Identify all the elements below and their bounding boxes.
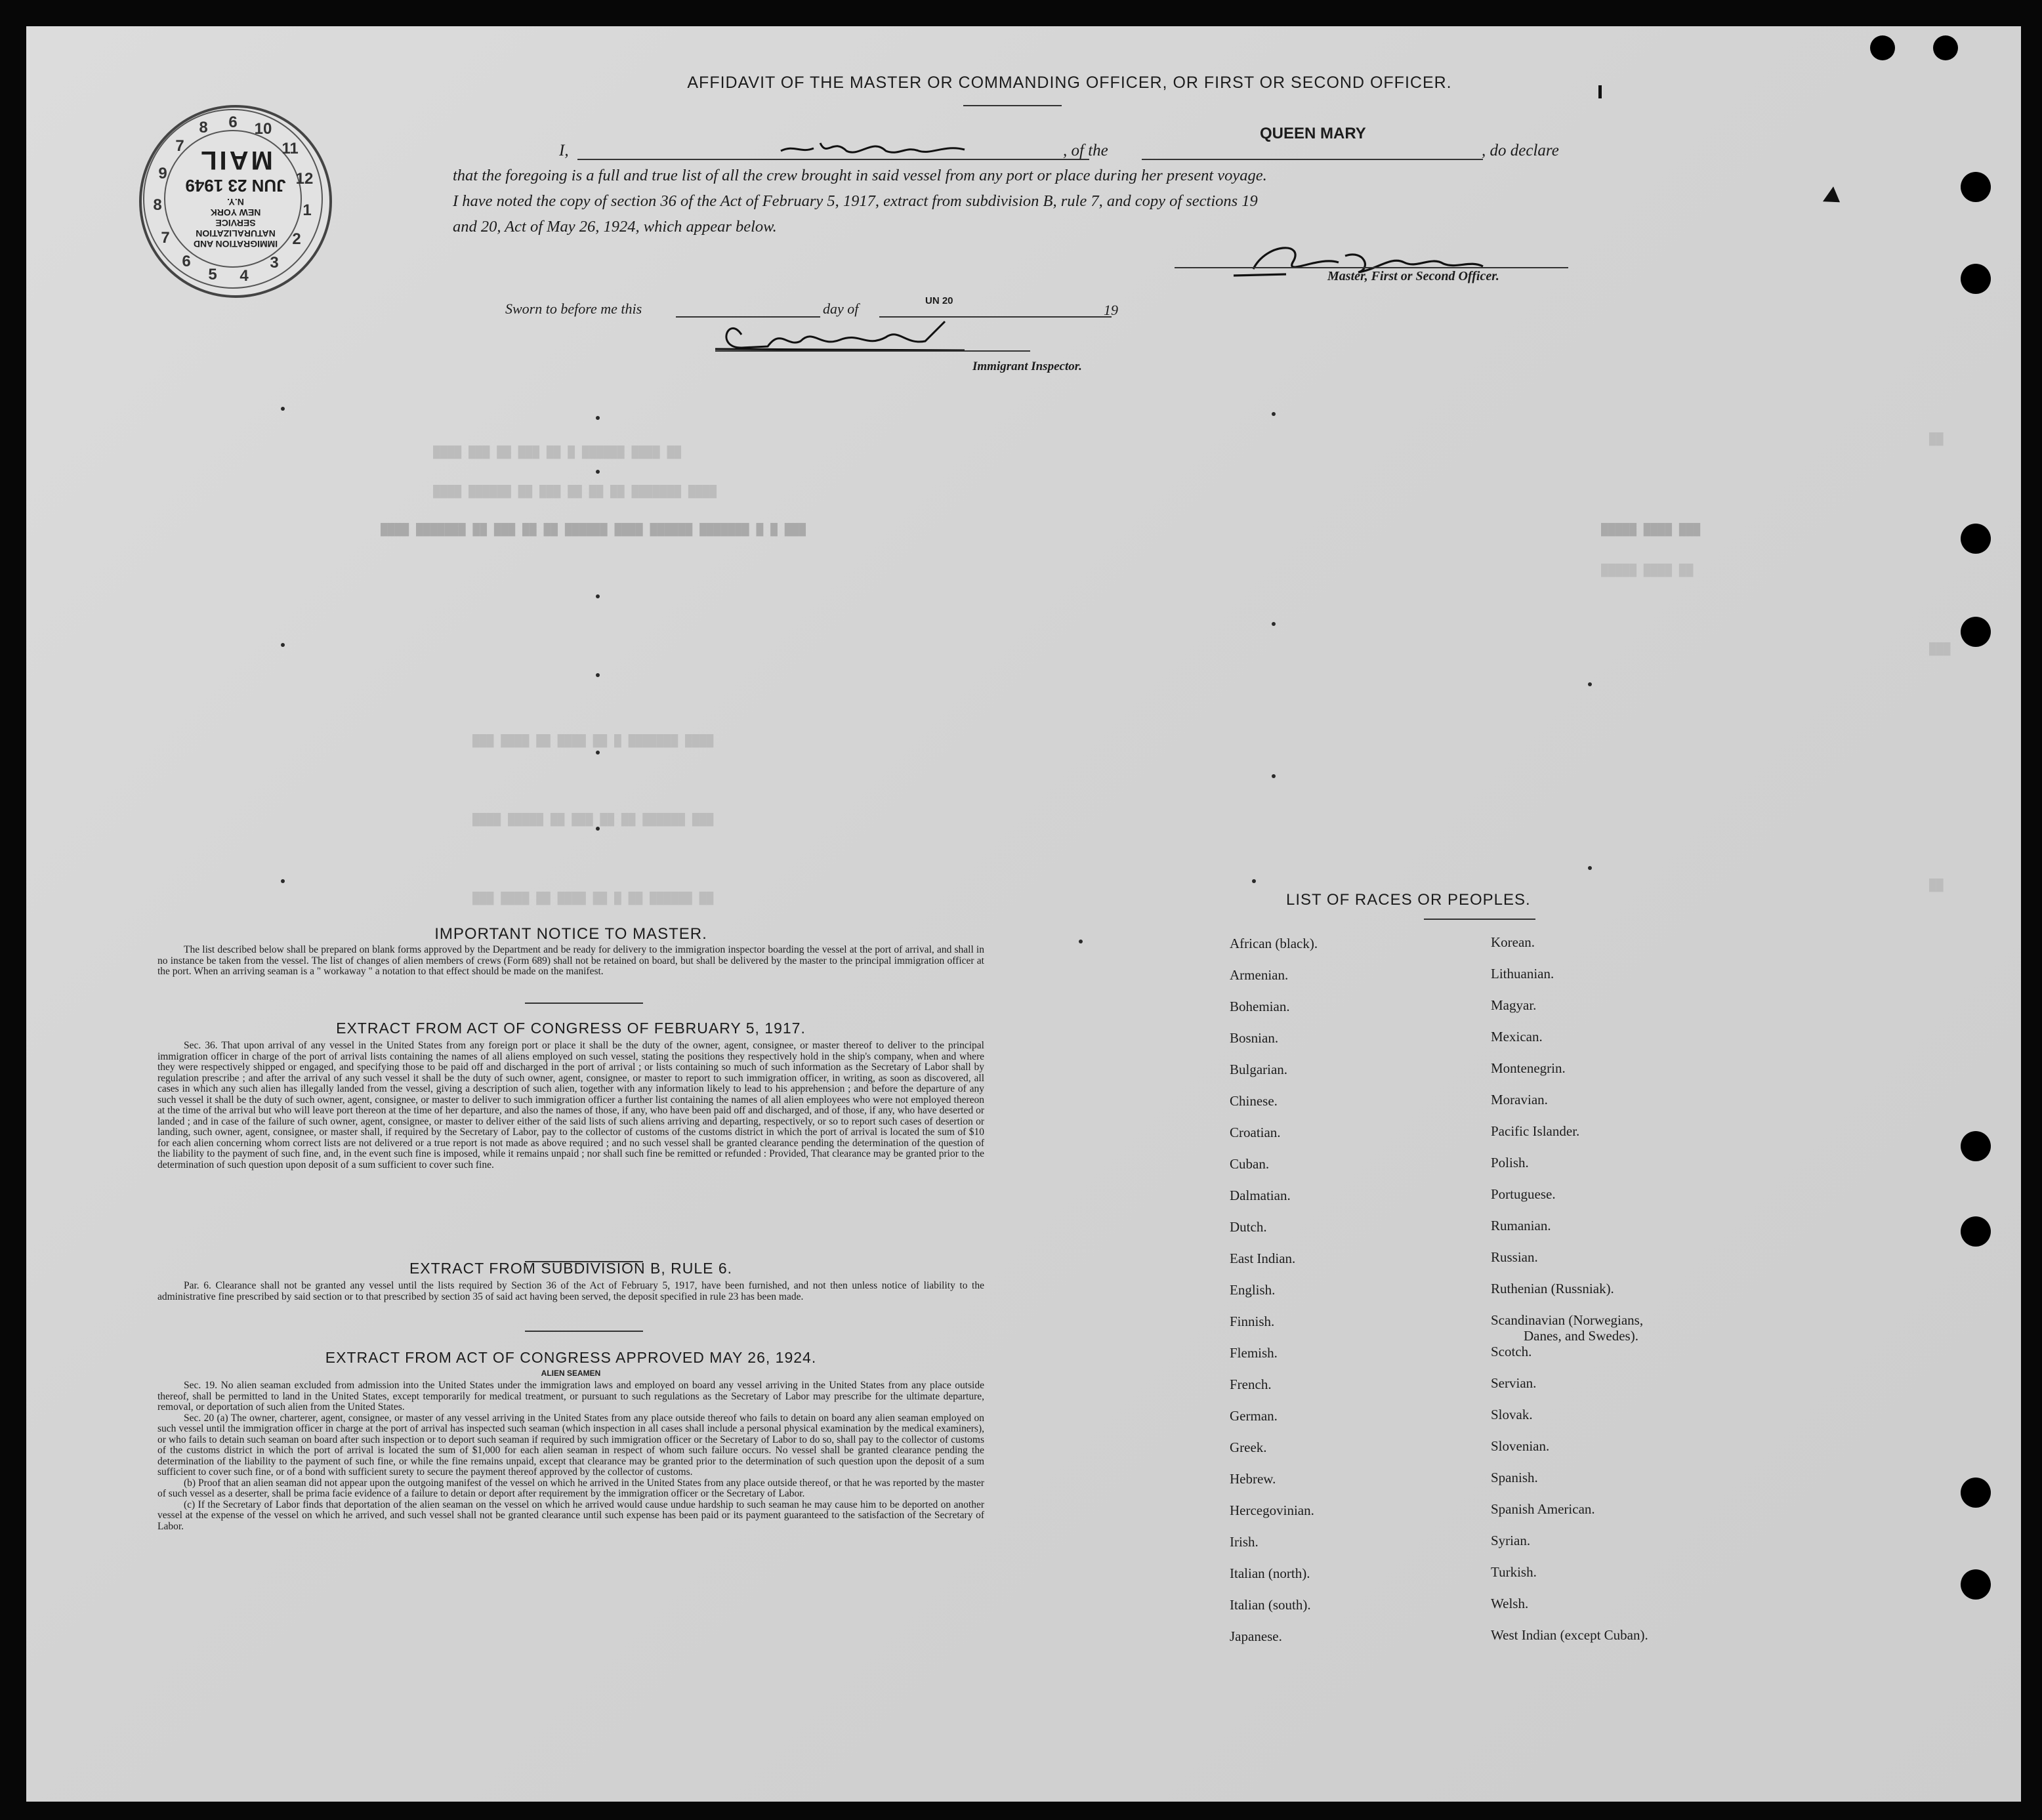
race-item: Cuban.	[1230, 1156, 1270, 1172]
race-item: Flemish.	[1230, 1345, 1278, 1361]
races-right-column	[1491, 934, 1766, 1659]
bleed-through-text: ████ █████ ██ ███ ██ ██ ██████ ███	[472, 814, 714, 827]
race-item: French.	[1230, 1376, 1272, 1392]
race-item: Portuguese.	[1491, 1186, 1556, 1202]
race-item: Irish.	[1230, 1534, 1259, 1550]
stamp-line: N.Y.	[227, 197, 244, 207]
dot-mark	[596, 594, 600, 598]
svg-text:1: 1	[302, 201, 312, 219]
punch-hole	[1870, 35, 1895, 60]
bleed-through-text: ███ ████ ██ ████ ██ █ ███████ ████	[472, 735, 714, 748]
race-item: Welsh.	[1491, 1596, 1529, 1611]
dot-mark	[1272, 622, 1276, 626]
bleed-through-text: ████ ███ ██ ███ ██ █ ██████ ████ ██	[433, 446, 682, 459]
notice-text: The list described below shall be prepared on blank forms approved by the Department and be ready for delivery to the immigration inspector boarding the vessel at the port of arrival, and shall in no instance be taken from the vessel. The list of changes of alien members of crews (Form 689) shall not be retained on board, but shall be delivered by the master to the principal immigration officer at the port. When an arriving seaman is a " workaway " a notation to that effect should be made on the manifest.	[157, 944, 984, 977]
races-left-column	[1230, 936, 1466, 1660]
punch-hole	[1961, 264, 1991, 294]
affidavit-of-the: , of the	[1063, 142, 1108, 159]
race-item: German.	[1230, 1408, 1278, 1424]
race-item: Spanish.	[1491, 1470, 1538, 1485]
svg-text:12: 12	[295, 170, 314, 188]
race-item: Pacific Islander.	[1491, 1123, 1580, 1139]
race-item: Bosnian.	[1230, 1030, 1279, 1046]
master-handwritten-name	[774, 131, 971, 164]
dot-mark	[1588, 682, 1592, 686]
race-item: African (black).	[1230, 936, 1318, 951]
master-caption: Master, First or Second Officer.	[1327, 269, 1499, 283]
sec20c-text: (c) If the Secretary of Labor finds that deportation of the alien seaman on the vessel on which he arrived would cause undue hardship to such seaman he may cause him to be deported on another vessel at the expense of the vessel on which he arrived, and such vessel shall not be granted clearance until such expense has been paid or its payment guaranteed to the satisfaction of the Secretary of Labor.	[157, 1499, 984, 1532]
dot-mark	[596, 827, 600, 831]
race-item: Syrian.	[1491, 1533, 1531, 1548]
svg-text:7: 7	[161, 229, 170, 247]
race-item: Mexican.	[1491, 1029, 1543, 1044]
race-item: Slovak.	[1491, 1407, 1533, 1422]
dot-mark	[281, 407, 285, 411]
races-rule	[1424, 919, 1535, 920]
year-label: 19	[1104, 302, 1118, 318]
race-item: Bohemian.	[1230, 999, 1290, 1014]
stamp-mail: MAIL	[198, 146, 273, 175]
race-item: Japanese.	[1230, 1628, 1282, 1644]
race-item: Servian.	[1491, 1375, 1537, 1391]
dot-mark	[1272, 774, 1276, 778]
punch-hole	[1961, 1131, 1991, 1161]
section-rule	[525, 1003, 643, 1004]
affidavit-i: I,	[559, 142, 569, 159]
race-item: Turkish.	[1491, 1564, 1537, 1580]
race-item: Lithuanian.	[1491, 966, 1554, 982]
inspector-signature	[709, 308, 971, 361]
sec19-text: Sec. 19. No alien seaman excluded from admission into the United States under the immigration laws and employed on board any vessel arriving in the United States from any place outside thereof, shall be permitted to land in the United States, except temporarily for medical treatment, or pursuant to such regulations as the Secretary of Labor may prescribe for the ultimate departure, removal, or deportation of such alien from the United States.	[157, 1380, 984, 1413]
race-item: Chinese.	[1230, 1093, 1278, 1109]
race-item: Moravian.	[1491, 1092, 1548, 1107]
race-item: Danes, and Swedes).	[1524, 1328, 1638, 1344]
dot-mark	[596, 470, 600, 474]
punch-hole	[1961, 524, 1991, 554]
bleed-through-text: ███	[1929, 643, 1951, 656]
svg-text:4: 4	[240, 267, 249, 285]
svg-text:11: 11	[281, 140, 299, 157]
svg-text:3: 3	[270, 254, 279, 272]
svg-text:10: 10	[254, 120, 272, 138]
race-item: Hercegovinian.	[1230, 1502, 1314, 1518]
stamp-line: NEW YORK	[210, 207, 261, 218]
dot-mark	[1252, 879, 1256, 883]
affidavit-line2: that the foregoing is a full and true list of all the crew brought in said vessel from any port or place during her present voyage.	[453, 167, 1267, 184]
svg-text:7: 7	[175, 137, 184, 155]
dot-mark	[1588, 866, 1592, 870]
race-item: Finnish.	[1230, 1313, 1275, 1329]
punch-hole	[1961, 1569, 1991, 1600]
sworn-label: Sworn to before me this	[505, 300, 642, 317]
dot-mark	[596, 416, 600, 420]
punch-hole	[1961, 1216, 1991, 1247]
notice-heading: IMPORTANT NOTICE TO MASTER.	[434, 925, 707, 943]
race-item: Hebrew.	[1230, 1471, 1276, 1487]
race-item: Croatian.	[1230, 1125, 1281, 1140]
extract3-subheading: ALIEN SEAMEN	[541, 1369, 601, 1378]
svg-text:6: 6	[182, 253, 191, 270]
inspector-caption: Immigrant Inspector.	[972, 360, 1082, 373]
bleed-through-text: ████ ██████ ██ ███ ██ ██ ██ ███████ ████	[433, 486, 717, 499]
svg-text:8: 8	[199, 119, 208, 136]
stamp-line: SERVICE	[215, 218, 256, 228]
punch-hole	[1961, 1478, 1991, 1508]
extract1-text: Sec. 36. That upon arrival of any vessel in the United States from any foreign port or place it shall be the duty of the owner, agent, consignee, or master thereof to deliver to the principal immigration officer in charge of the port of arrival lists containing the names of all aliens employed on such vessel, stating the positions they respectively hold in the ship's company, when and where they were respectively shipped or engaged, and specifying those to be paid off and discharged in the port of arrival ; or lists containing so much of such information as the Secretary of Labor shall by regulation prescribe ; and after the arrival of any such vessel it shall be the duty of such owner, agent, consignee, or master to report to such immigration officer, in writing, as soon as discovered, all cases in which any such alien has illegally landed from the vessel, giving a description of such alien, together with any information likely to lead to his apprehension ; and before the departure of any such vessel it shall be the duty of such owner, agent, consignee, or master to deliver to such immigration officer a further list containing the names of all alien employees who were not employed thereon at the time of the arrival but who will leave port thereon at the time of her departure, and also the names of those, if any, who have been paid off and discharged, and of those, if any, who have deserted or landed ; and in case of the failure of such owner, agent, consignee, or master to deliver either of the said lists of such aliens arriving and departing, respectively, or so to report such cases of desertion or landing, such owner, agent, consignee, or master shall, if required by the Secretary of Labor, pay to the collector of customs of the customs district in which the port of arrival is located the sum of $10 for each alien concerning whom correct lists are not delivered or a true report is not made as above required ; and no such vessel shall be granted clearance pending the determination of the question of the liability to the payment of such fine, and, in the event such fine is imposed, while it remains unpaid ; nor shall such fine be remitted or refunded : Provided, That clearance may be granted prior to the determination of such question upon deposit of a sum sufficient to cover such fine.	[157, 1040, 984, 1170]
race-item: Italian (north).	[1230, 1565, 1310, 1581]
mail-stamp	[139, 105, 332, 298]
signature-line	[1175, 267, 1568, 268]
dot-mark	[596, 673, 600, 677]
triangle-mark	[1823, 186, 1845, 210]
affidavit-line4: and 20, Act of May 26, 1924, which appear below.	[453, 218, 777, 236]
stamp-date: JUN 23 1949	[185, 176, 286, 196]
punch-hole	[1961, 617, 1991, 647]
sec20b-text: (b) Proof that an alien seaman did not appear upon the outgoing manifest of the vessel on which he arrived in the United States from any place outside thereof, or that he was reported by the master of such vessel as a deserter, shall be prima facie evidence of a failure to detain or deport after requirement by the immigration officer or the Secretary of Labor.	[157, 1477, 984, 1499]
svg-text:6: 6	[228, 114, 238, 131]
extract3-body	[157, 1380, 984, 1532]
document-page	[26, 26, 2021, 1802]
race-item: Dutch.	[1230, 1219, 1267, 1235]
race-item: Ruthenian (Russniak).	[1491, 1281, 1614, 1296]
affidavit-do-declare: , do declare	[1482, 142, 1559, 159]
race-item: West Indian (except Cuban).	[1491, 1627, 1648, 1643]
stamp-line: NATURALIZATION	[196, 228, 276, 239]
day-of-label: day of	[823, 300, 859, 317]
race-item: Greek.	[1230, 1439, 1267, 1455]
inspector-line	[715, 350, 1030, 352]
svg-text:5: 5	[208, 266, 217, 283]
vessel-name: QUEEN MARY	[1260, 125, 1366, 142]
vessel-blank	[1142, 159, 1483, 160]
extract3-heading: EXTRACT FROM ACT OF CONGRESS APPROVED MAY 26, 1924.	[325, 1349, 817, 1366]
dot-mark	[1079, 940, 1083, 943]
bleed-through-text: ██	[1929, 879, 1944, 892]
bleed-through-text: █████ ████ ███	[1601, 524, 1701, 537]
race-item: Spanish American.	[1491, 1501, 1595, 1517]
affidavit-line3: I have noted the copy of section 36 of the Act of February 5, 1917, extract from subdivision B, rule 7, and copy of sections 19	[453, 192, 1258, 210]
race-item: Magyar.	[1491, 997, 1537, 1013]
race-item: Bulgarian.	[1230, 1062, 1288, 1077]
race-item: Slovenian.	[1491, 1438, 1550, 1454]
race-item: Italian (south).	[1230, 1597, 1311, 1613]
bleed-through-text: █████ ████ ██	[1601, 564, 1694, 577]
date-stamp: UN 20	[925, 295, 953, 306]
dot-mark	[281, 879, 285, 883]
punch-hole	[1933, 35, 1958, 60]
race-item: Scotch.	[1491, 1344, 1532, 1359]
race-item: Russian.	[1491, 1249, 1538, 1265]
punch-hole	[1961, 172, 1991, 202]
dot-mark	[281, 643, 285, 647]
stamp-line: IMMIGRATION AND	[193, 239, 278, 249]
race-item: Scandinavian (Norwegians,	[1491, 1312, 1644, 1328]
race-item: Dalmatian.	[1230, 1188, 1291, 1203]
bleed-through-text: ███ ████ ██ ████ ██ █ ██ ██████ ██	[472, 892, 714, 905]
race-item: Armenian.	[1230, 967, 1289, 983]
race-item: Montenegrin.	[1491, 1060, 1566, 1076]
heading-rule	[963, 105, 1062, 106]
extract1-heading: EXTRACT FROM ACT OF CONGRESS OF FEBRUARY 5, 1917.	[336, 1020, 806, 1037]
svg-text:2: 2	[292, 230, 301, 248]
sec20a-text: Sec. 20 (a) The owner, charterer, agent, consignee, or master of any vessel arriving in the United States from any place outside thereof who fails to detain on board any alien seaman employed on such vessel until the immigration officer in charge at the port of arrival has inspected such seaman (which inspection in all cases shall include a personal physical examination by the medical examiners), or who fails to detain such seaman on board after such inspection or to deport such seaman if required by such immigration officer or the Secretary of Labor to do so, shall pay to the collector of customs of the customs district in which the port of arrival is located the sum of $1,000 for each alien seaman in respect of whom such failure occurs. No vessel shall be granted clearance pending the determination of the liability to the payment of such fine, or while the fine remains unpaid, except that clearance may be granted prior to the determination of such question upon the deposit of a sum sufficient to cover such fine, or of a bond with sufficient surety to secure the payment thereof approved by the collector of customs.	[157, 1412, 984, 1478]
bleed-through-text: ████ ███████ ██ ███ ██ ██ ██████ ████ ██████ ███████ █ █ ███	[381, 524, 806, 537]
bleed-through-text: ██	[1929, 433, 1944, 446]
race-item: Korean.	[1491, 934, 1535, 950]
race-item: English.	[1230, 1282, 1276, 1298]
race-item: Polish.	[1491, 1155, 1529, 1170]
section-rule	[525, 1331, 643, 1332]
races-heading: LIST OF RACES OR PEOPLES.	[1286, 891, 1531, 909]
dot-mark	[1272, 412, 1276, 416]
race-item: Rumanian.	[1491, 1218, 1551, 1233]
extract2-text: Par. 6. Clearance shall not be granted any vessel until the lists required by Section 36 of the Act of February 5, 1917, have been furnished, and not then unless notice of liability to the administrative fine prescribed by said section or to that prescribed by section 35 of said act having been served, the deposit specified in rule 23 has been made.	[157, 1280, 984, 1302]
affidavit-heading: AFFIDAVIT OF THE MASTER OR COMMANDING OFFICER, OR FIRST OR SECOND OFFICER.	[687, 73, 1452, 92]
extract2-heading: EXTRACT FROM SUBDIVISION B, RULE 6.	[409, 1260, 733, 1277]
dot-mark	[596, 751, 600, 755]
svg-text:8: 8	[153, 196, 162, 214]
race-item: East Indian.	[1230, 1251, 1296, 1266]
svg-text:9: 9	[158, 165, 167, 182]
